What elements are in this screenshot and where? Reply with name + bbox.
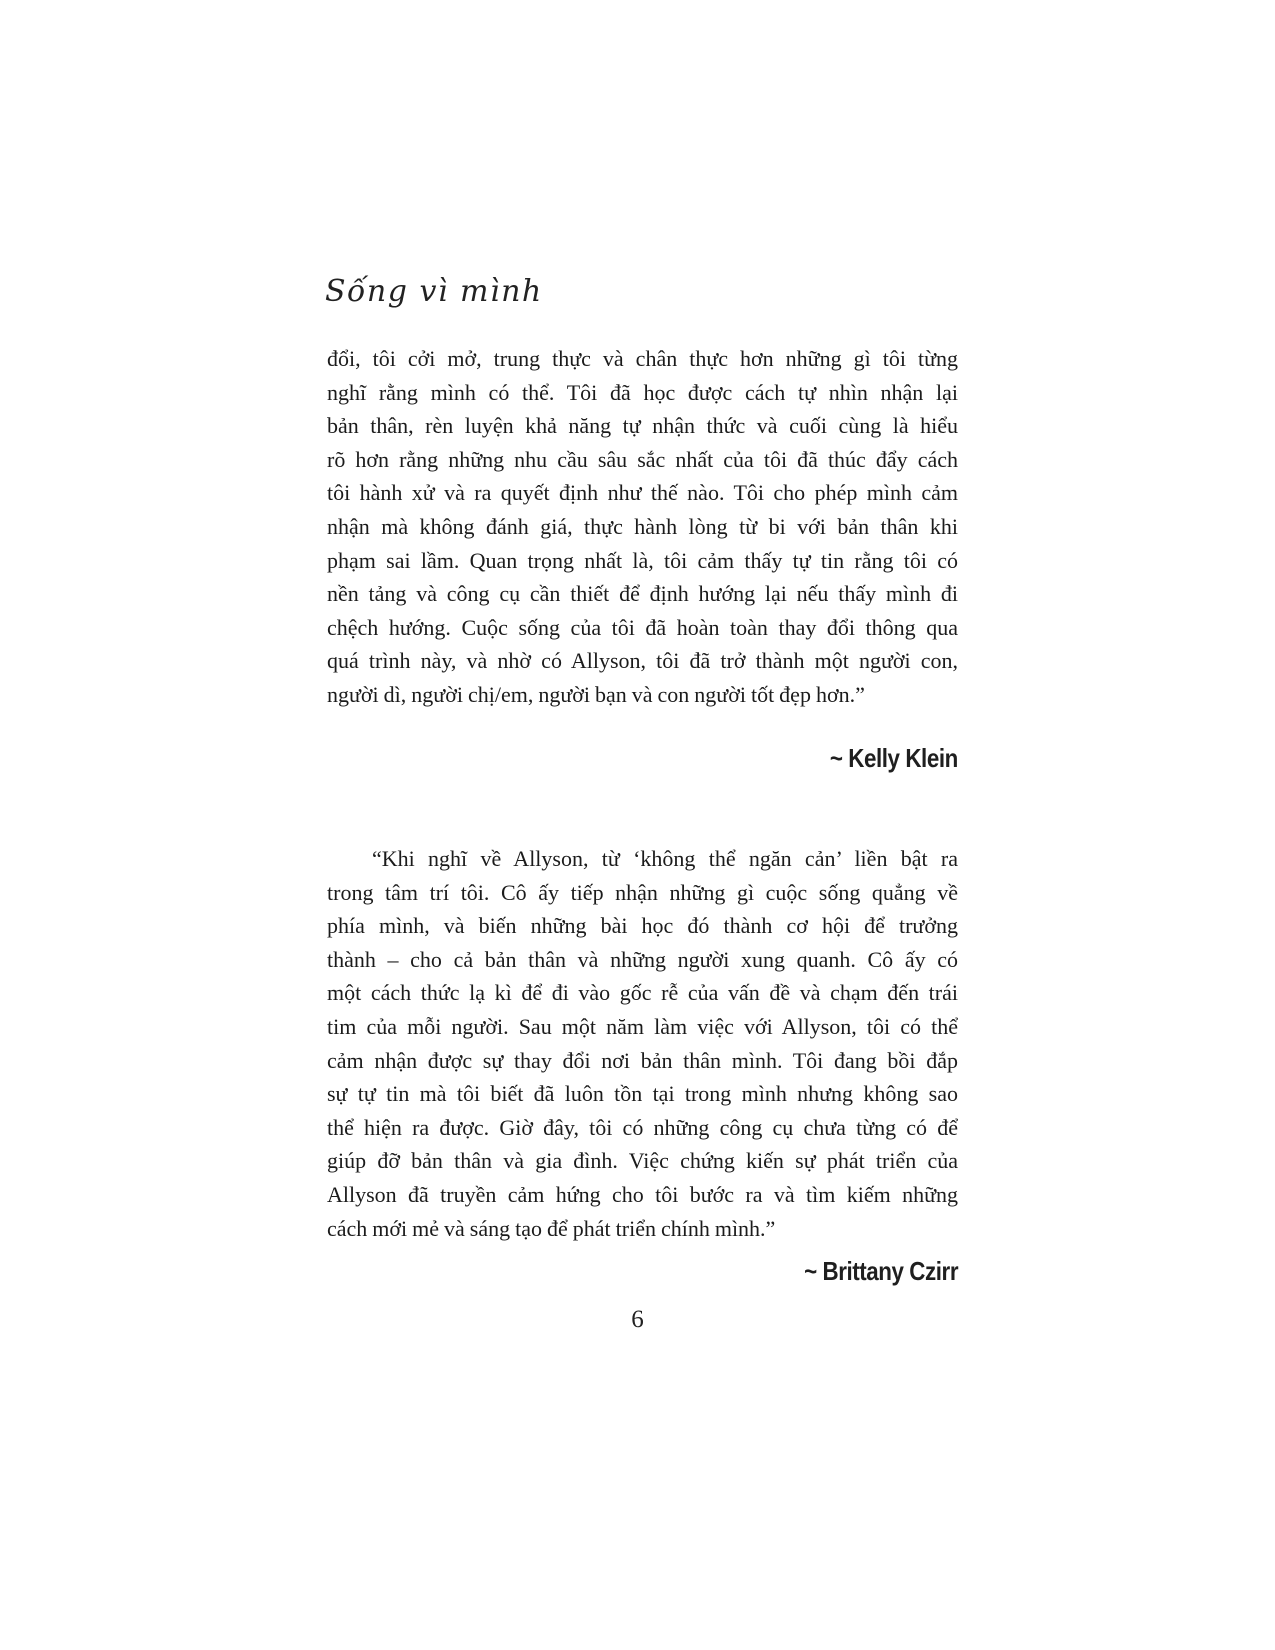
text-line: tôi hành xử và ra quyết định như thế nào. Tôi cho phép mình cảm bbox=[327, 480, 958, 506]
text-line: Allyson đã truyền cảm hứng cho tôi bước ra và tìm kiếm những bbox=[327, 1181, 958, 1207]
text-line: bản thân, rèn luyện khả năng tự nhận thức và cuối cùng là hiểu bbox=[327, 413, 958, 439]
text-line: trong tâm trí tôi. Cô ấy tiếp nhận những gì cuộc sống quẳng về bbox=[327, 879, 958, 905]
page-number: 6 bbox=[631, 1306, 644, 1333]
text-line: phía mình, và biến những bài học đó thành cơ hội để trưởng bbox=[327, 913, 958, 939]
attribution-name: ~ Kelly Klein bbox=[829, 743, 958, 773]
text-line: quá trình này, và nhờ có Allyson, tôi đã trở thành một người con, bbox=[327, 648, 958, 674]
attribution-name: ~ Brittany Czirr bbox=[803, 1256, 958, 1286]
text-line: chệch hướng. Cuộc sống của tôi đã hoàn toàn thay đổi thông qua bbox=[327, 614, 958, 640]
text-line: cách mới mẻ và sáng tạo để phát triển chính mình.” bbox=[327, 1215, 776, 1241]
attribution-kelly-klein bbox=[327, 742, 958, 774]
text-line: thể hiện ra được. Giờ đây, tôi có những công cụ chưa từng có để bbox=[327, 1114, 958, 1140]
text-line: phạm sai lầm. Quan trọng nhất là, tôi cảm thấy tự tin rằng tôi có bbox=[327, 547, 958, 573]
text-line: nền tảng và công cụ cần thiết để định hướng lại nếu thấy mình đi bbox=[327, 581, 958, 607]
text-line: “Khi nghĩ về Allyson, từ ‘không thể ngăn cản’ liền bật ra bbox=[372, 846, 958, 871]
testimonial-paragraph-2 bbox=[327, 842, 958, 1245]
text-line: đổi, tôi cởi mở, trung thực và chân thực hơn những gì tôi từng bbox=[327, 346, 958, 371]
attribution-brittany-czirr bbox=[327, 1255, 958, 1287]
text-line: thành – cho cả bản thân và những người xung quanh. Cô ấy có bbox=[327, 946, 958, 972]
text-line: người dì, người chị/em, người bạn và con người tốt đẹp hơn.” bbox=[327, 681, 865, 707]
text-line: giúp đỡ bản thân và gia đình. Việc chứng kiến sự phát triển của bbox=[327, 1148, 958, 1174]
text-line: rõ hơn rằng những nhu cầu sâu sắc nhất của tôi đã thúc đẩy cách bbox=[327, 446, 958, 472]
text-line: sự tự tin mà tôi biết đã luôn tồn tại trong mình nhưng không sao bbox=[327, 1081, 958, 1107]
text-line: nhận mà không đánh giá, thực hành lòng từ bi với bản thân khi bbox=[327, 513, 958, 539]
text-line: cảm nhận được sự thay đổi nơi bản thân mình. Tôi đang bồi đắp bbox=[327, 1047, 958, 1073]
text-line: một cách thức lạ kì để đi vào gốc rễ của vấn đề và chạm đến trái bbox=[327, 980, 958, 1006]
testimonial-paragraph-1 bbox=[327, 342, 958, 712]
text-line: tim của mỗi người. Sau một năm làm việc với Allyson, tôi có thể bbox=[327, 1013, 958, 1039]
text-line: nghĩ rằng mình có thể. Tôi đã học được cách tự nhìn nhận lại bbox=[327, 379, 958, 405]
running-header-book-title: Sống vì mình bbox=[325, 274, 543, 309]
